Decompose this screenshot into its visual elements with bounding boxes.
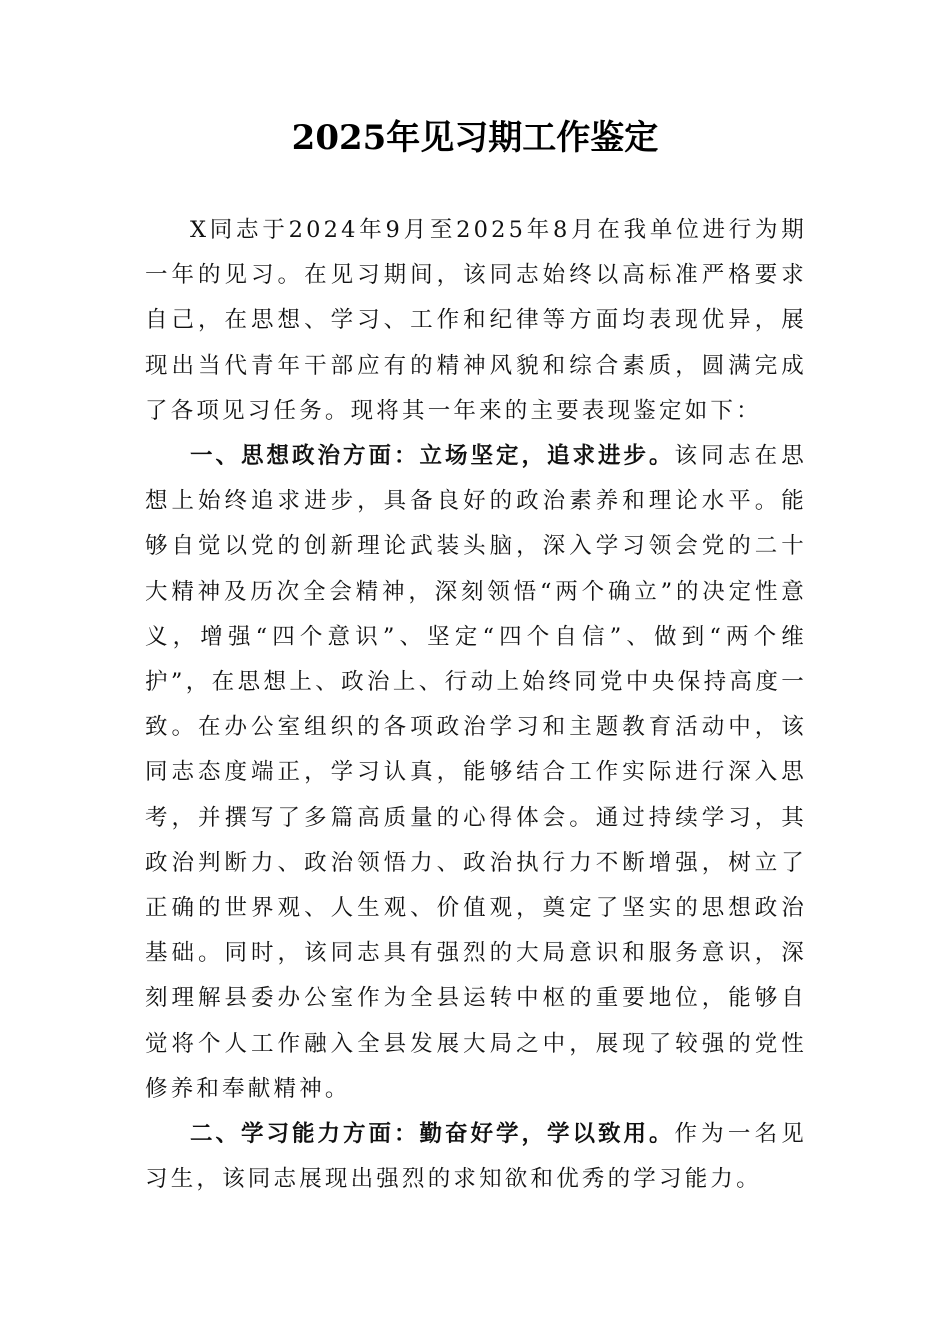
section-heading-2: 二、学习能力方面：勤奋好学，学以致用。 bbox=[190, 1121, 675, 1148]
section-paragraph-1 bbox=[145, 434, 807, 1112]
document-body bbox=[145, 208, 807, 1202]
intro-paragraph: X同志于2024年9月至2025年8月在我单位进行为期一年的见习。在见习期间，该同志始终以高标准严格要求自己，在思想、学习、工作和纪律等方面均表现优异，展现出当代青年干部应有的精神风貌和综合素质，圆满完成了各项见习任务。现将其一年来的主要表现鉴定如下： bbox=[145, 217, 807, 424]
section-text-1: 该同志在思想上始终追求进步，具备良好的政治素养和理论水平。能够自觉以党的创新理论武装头脑，深入学习领会党的二十大精神及历次全会精神，深刻领悟“两个确立”的决定性意义，增强“四个意识”、坚定“四个自信”、做到“两个维护”，在思想上、政治上、行动上始终同党中央保持高度一致。在办公室组织的各项政治学习和主题教育活动中，该同志态度端正，学习认真，能够结合工作实际进行深入思考，并撰写了多篇高质量的心得体会。通过持续学习，其政治判断力、政治领悟力、政治执行力不断增强，树立了正确的世界观、人生观、价值观，奠定了坚实的思想政治基础。同时，该同志具有强烈的大局意识和服务意识，深刻理解县委办公室作为全县运转中枢的重要地位，能够自觉将个人工作融入全县发展大局之中，展现了较强的党性修养和奉献精神。 bbox=[145, 443, 807, 1102]
section-text-2: 作为一名见习生，该同志展现出强烈的求知欲和优秀的学习能力。 bbox=[145, 1121, 807, 1193]
section-heading-1: 一、思想政治方面：立场坚定，追求进步。 bbox=[190, 443, 675, 470]
section-paragraph-2 bbox=[145, 1112, 807, 1202]
document-title: 2025年见习期工作鉴定 bbox=[291, 118, 659, 158]
